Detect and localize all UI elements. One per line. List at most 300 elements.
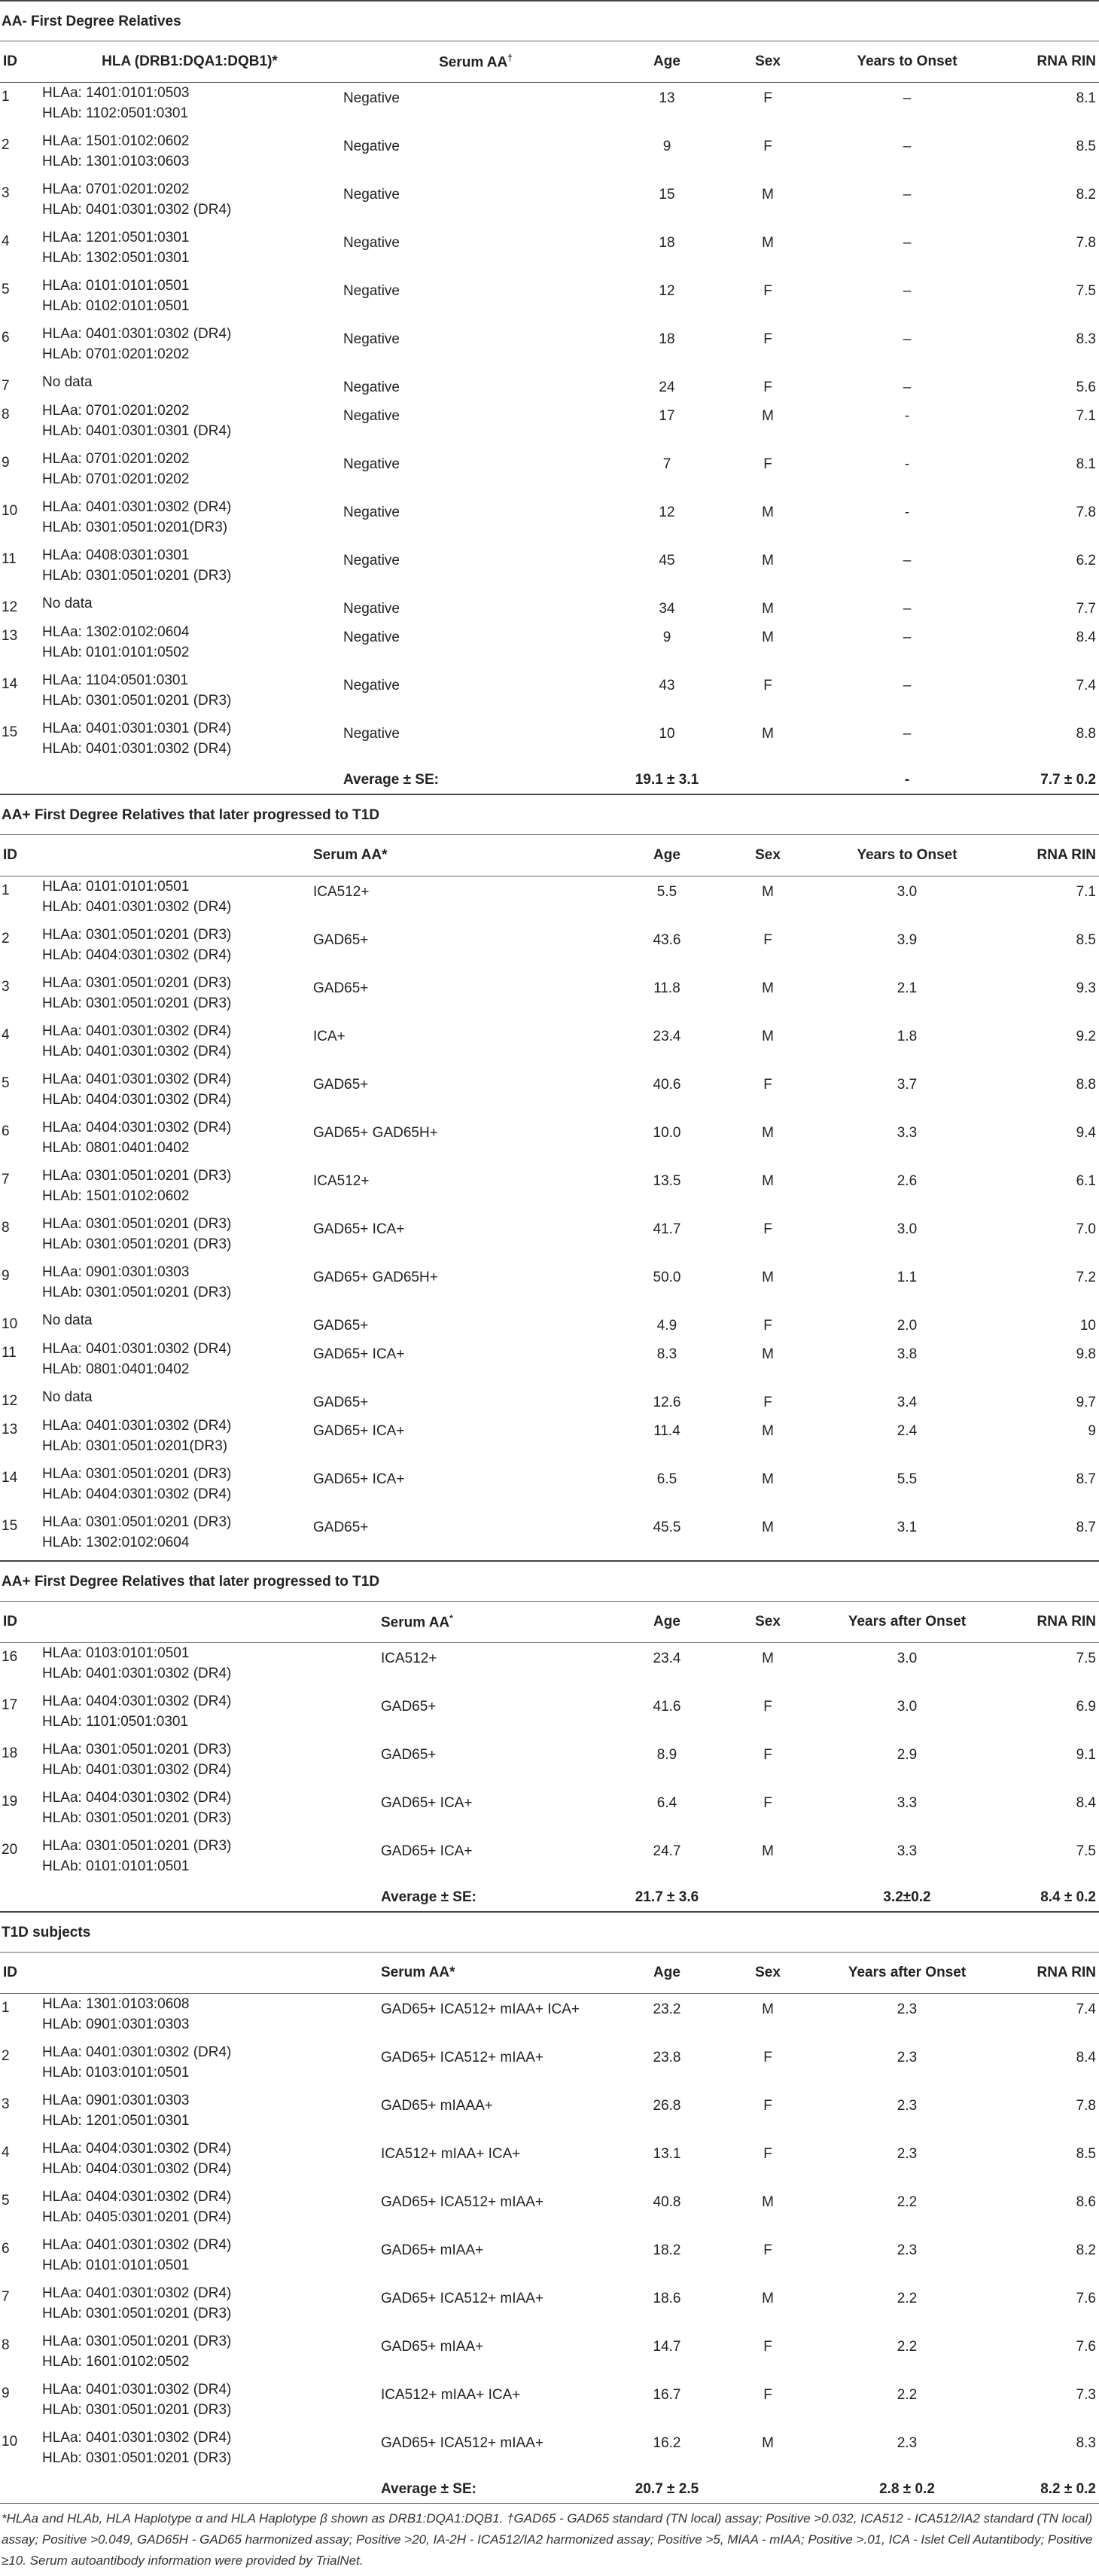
cell-serum-aa: Negative — [343, 408, 400, 424]
table-row — [0, 401, 1099, 449]
hla-a: HLAa: 0301:0501:0201 (DR3) — [42, 1742, 232, 1757]
cell-years: 2.3 — [897, 2435, 918, 2451]
cell-sex: M — [762, 601, 774, 617]
cell-id: 15 — [2, 724, 18, 740]
cell-years: 2.2 — [897, 2339, 918, 2355]
cell-serum-aa: ICA512+ — [313, 1173, 370, 1189]
cell-rna-rin: 7.6 — [1076, 2339, 1096, 2355]
cell-years: – — [903, 726, 912, 742]
hla-b: HLAb: 0401:0301:0302 (DR4) — [42, 202, 232, 218]
cell-hla — [39, 179, 340, 227]
section-title: AA- First Degree Relatives — [0, 0, 1099, 41]
cell-hla — [39, 1262, 310, 1310]
section-title: AA+ First Degree Relatives that later progressed to T1D — [0, 794, 1099, 834]
cell-age: 18 — [659, 331, 675, 347]
table-row — [0, 718, 1099, 767]
hla-a: No data — [42, 1312, 93, 1328]
cell-hla — [39, 372, 340, 401]
section-aa-negative — [0, 0, 1099, 794]
cell-hla — [39, 2428, 378, 2476]
header-id: ID — [0, 835, 39, 876]
cell-age: 45 — [659, 553, 675, 569]
cell-sex: F — [763, 2050, 772, 2065]
cell-hla — [39, 1166, 310, 1214]
cell-sex: M — [762, 980, 774, 996]
cell-age: 10.0 — [653, 1125, 681, 1141]
cell-years: 2.2 — [897, 2387, 918, 2403]
cell-rna-rin: 6.2 — [1076, 553, 1096, 569]
table-row — [0, 1339, 1099, 1387]
cell-age: 10 — [659, 726, 675, 742]
cell-sex: M — [762, 1471, 774, 1487]
cell-hla — [39, 876, 310, 925]
cell-years: 2.0 — [897, 1318, 918, 1334]
cell-rna-rin: 7.3 — [1076, 2387, 1096, 2403]
cell-rna-rin: 7.8 — [1076, 505, 1096, 520]
hla-b: HLAb: 0401:0301:0301 (DR4) — [42, 423, 232, 439]
table-row — [0, 276, 1099, 324]
cell-years: 2.2 — [897, 2291, 918, 2306]
table-row — [0, 372, 1099, 401]
hla-b: HLAb: 0401:0301:0302 (DR4) — [42, 741, 232, 757]
cell-id: 14 — [2, 676, 18, 692]
cell-hla — [39, 2042, 378, 2090]
hla-b: HLAb: 0401:0301:0302 (DR4) — [42, 1044, 232, 1059]
header-sex: Sex — [723, 41, 813, 83]
cell-rna-rin: 8.4 — [1076, 2050, 1096, 2065]
cell-years: – — [903, 90, 912, 106]
cell-id: 4 — [2, 1027, 10, 1043]
cell-years: 3.9 — [897, 932, 918, 948]
hla-a: HLAa: 0401:0301:0301 (DR4) — [42, 721, 232, 736]
cell-serum-aa: GAD65+ ICA512+ mIAA+ ICA+ — [381, 2001, 580, 2017]
cell-hla — [39, 1416, 310, 1464]
cell-sex: F — [763, 1699, 772, 1715]
cell-serum-aa: GAD65+ — [313, 980, 369, 996]
cell-age: 23.4 — [653, 1029, 681, 1044]
hla-b: HLAb: 0301:0501:0201 (DR3) — [42, 693, 232, 709]
cell-sex: F — [763, 1077, 772, 1093]
header-sex: Sex — [723, 1953, 813, 1994]
header-hla-blank — [39, 1602, 378, 1643]
average-age: 21.7 ± 3.6 — [635, 1889, 699, 1905]
cell-years: 3.0 — [897, 1699, 918, 1715]
cell-age: 18.2 — [653, 2242, 681, 2258]
hla-a: HLAa: 0901:0301:0303 — [42, 2093, 190, 2108]
hla-a: HLAa: 0103:0101:0501 — [42, 1645, 190, 1661]
table-row — [0, 1739, 1099, 1788]
table-row — [0, 622, 1099, 670]
cell-sex: F — [763, 1795, 772, 1811]
hla-b: HLAb: 1201:0501:0301 — [42, 2113, 190, 2129]
cell-years: - — [904, 408, 910, 424]
hla-b: HLAb: 0404:0301:0302 (DR4) — [42, 2161, 232, 2177]
hla-b: HLAb: 0101:0101:0501 — [42, 1858, 190, 1874]
cell-id: 7 — [2, 378, 10, 394]
cell-rna-rin: 5.6 — [1076, 380, 1096, 395]
cell-hla — [39, 2235, 378, 2283]
cell-serum-aa: GAD65+ GAD65H+ — [313, 1270, 438, 1285]
cell-serum-aa: GAD65+ — [313, 932, 369, 948]
cell-years: 3.0 — [897, 1221, 918, 1237]
hla-b: HLAb: 0701:0201:0202 — [42, 346, 190, 362]
cell-hla — [39, 1117, 310, 1166]
cell-rna-rin: 7.5 — [1076, 1843, 1096, 1859]
cell-years: 1.8 — [897, 1029, 918, 1044]
average-row — [0, 2476, 1099, 2503]
cell-years: – — [903, 553, 912, 569]
cell-age: 16.7 — [653, 2387, 681, 2403]
cell-hla — [39, 2331, 378, 2379]
cell-sex: M — [762, 630, 774, 645]
cell-age: 13.1 — [653, 2146, 681, 2162]
hla-a: HLAa: 0301:0501:0201 (DR3) — [42, 927, 232, 943]
table-row — [0, 2331, 1099, 2379]
cell-sex: M — [762, 1270, 774, 1285]
hla-b: HLAb: 0301:0501:0201 (DR3) — [42, 568, 232, 584]
table-row — [0, 497, 1099, 545]
header-serum-aa-mark: * — [449, 1612, 453, 1623]
cell-years: – — [903, 187, 912, 203]
average-age: 20.7 ± 2.5 — [635, 2481, 699, 2497]
cell-sex: F — [763, 1221, 772, 1237]
cell-hla — [39, 2090, 378, 2139]
section-t1d-subjects — [0, 1911, 1099, 2503]
hla-b: HLAb: 0301:0501:0201 (DR3) — [42, 1285, 232, 1300]
cell-hla — [39, 593, 340, 622]
table-row — [0, 1387, 1099, 1416]
cell-id: 8 — [2, 407, 10, 422]
cell-id: 16 — [2, 1649, 18, 1665]
hla-a: HLAa: 0701:0201:0202 — [42, 403, 190, 419]
hla-a: HLAa: 0401:0301:0302 (DR4) — [42, 1341, 232, 1357]
table-row — [0, 1214, 1099, 1262]
cell-sex: M — [762, 1173, 774, 1189]
hla-b: HLAb: 0103:0101:0501 — [42, 2065, 190, 2081]
header-serum-aa: Serum AA* — [310, 835, 611, 876]
header-age: Age — [611, 835, 723, 876]
table-row — [0, 670, 1099, 718]
hla-a: No data — [42, 374, 93, 390]
table-row — [0, 1117, 1099, 1166]
table-row — [0, 973, 1099, 1021]
hla-b: HLAb: 1102:0501:0301 — [42, 105, 189, 121]
cell-years: 3.3 — [897, 1125, 918, 1141]
cell-hla — [39, 1214, 310, 1262]
cell-age: 45.5 — [653, 1520, 681, 1535]
cell-age: 7 — [662, 456, 671, 472]
cell-rna-rin: 8.4 — [1076, 630, 1096, 645]
hla-a: HLAa: 0901:0301:0303 — [42, 1264, 190, 1280]
cell-age: 23.4 — [653, 1651, 681, 1666]
cell-sex: F — [763, 2387, 772, 2403]
cell-sex: M — [762, 1651, 774, 1666]
cell-sex: F — [763, 2146, 772, 2162]
hla-a: HLAa: 0701:0201:0202 — [42, 451, 190, 467]
cell-id: 9 — [2, 1268, 10, 1284]
cell-serum-aa: GAD65+ ICA512+ mIAA+ — [381, 2194, 543, 2210]
cell-age: 6.4 — [656, 1795, 677, 1811]
hla-b: HLAb: 0801:0401:0402 — [42, 1140, 190, 1156]
cell-id: 2 — [2, 931, 10, 947]
cell-years: 3.3 — [897, 1843, 918, 1859]
cell-rna-rin: 7.6 — [1076, 2291, 1096, 2306]
cell-rna-rin: 8.1 — [1076, 90, 1096, 106]
section-title: AA+ First Degree Relatives that later progressed to T1D — [0, 1560, 1099, 1601]
cell-years: – — [903, 283, 912, 299]
cell-rna-rin: 9.4 — [1076, 1125, 1096, 1141]
table-row — [0, 2090, 1099, 2139]
hla-a: No data — [42, 1389, 93, 1405]
hla-a: HLAa: 0401:0301:0302 (DR4) — [42, 499, 232, 515]
cell-serum-aa: GAD65+ — [313, 1318, 369, 1334]
hla-b: HLAb: 0901:0301:0303 — [42, 2017, 190, 2032]
cell-age: 40.6 — [653, 1077, 681, 1093]
cell-age: 43.6 — [653, 932, 681, 948]
cell-serum-aa: GAD65+ ICA+ — [381, 1795, 473, 1811]
cell-id: 4 — [2, 233, 10, 249]
cell-hla — [39, 83, 340, 132]
hla-a: HLAa: 0101:0101:0501 — [42, 879, 190, 895]
cell-years: 2.1 — [897, 980, 918, 996]
cell-id: 4 — [2, 2145, 10, 2160]
cell-serum-aa: Negative — [343, 331, 400, 347]
hla-b: HLAb: 0301:0501:0201(DR3) — [42, 520, 228, 535]
table-body — [0, 876, 1099, 1561]
cell-rna-rin: 9.2 — [1076, 1029, 1096, 1044]
table-row — [0, 2379, 1099, 2428]
cell-age: 8.9 — [656, 1747, 677, 1763]
cell-age: 11.8 — [653, 980, 680, 996]
cell-sex: M — [762, 1029, 774, 1044]
header-id: ID — [0, 41, 39, 83]
cell-serum-aa: GAD65+ ICA+ — [381, 1843, 473, 1859]
cell-id: 10 — [2, 2434, 18, 2449]
cell-years: 5.5 — [897, 1471, 918, 1487]
cell-sex: M — [762, 408, 774, 424]
average-years: - — [904, 772, 910, 788]
cell-years: 2.3 — [897, 2146, 918, 2162]
hla-b: HLAb: 1302:0102:0604 — [42, 1535, 190, 1550]
hla-b: HLAb: 0301:0501:0201(DR3) — [42, 1438, 228, 1454]
cell-rna-rin: 8.3 — [1076, 331, 1096, 347]
cell-id: 11 — [2, 551, 17, 567]
hla-a: HLAa: 0404:0301:0302 (DR4) — [42, 2141, 232, 2157]
table-row — [0, 1416, 1099, 1464]
cell-serum-aa: Negative — [343, 456, 400, 472]
cell-hla — [39, 973, 310, 1021]
cell-rna-rin: 8.2 — [1076, 187, 1096, 203]
cell-serum-aa: GAD65+ — [313, 1077, 369, 1093]
cell-hla — [39, 1512, 310, 1560]
average-body — [0, 1884, 1099, 1911]
table-row — [0, 1166, 1099, 1214]
cell-sex: F — [763, 678, 772, 694]
cell-id: 2 — [2, 2048, 10, 2064]
table-row — [0, 925, 1099, 973]
header-rna-rin: RNA RIN — [1001, 41, 1099, 83]
cell-hla — [39, 1387, 310, 1416]
cell-serum-aa: ICA512+ mIAA+ ICA+ — [381, 2387, 521, 2403]
cell-age: 18 — [659, 235, 675, 251]
cell-years: 3.7 — [897, 1077, 918, 1093]
table-row — [0, 449, 1099, 497]
cell-id: 6 — [2, 330, 10, 346]
cell-id: 2 — [2, 137, 10, 153]
cell-serum-aa: GAD65+ mIAAA+ — [381, 2098, 493, 2114]
hla-a: HLAa: 0301:0501:0201 (DR3) — [42, 1514, 232, 1530]
cell-id: 6 — [2, 2241, 10, 2257]
cell-age: 12.6 — [653, 1395, 681, 1410]
cell-serum-aa: GAD65+ ICA512+ mIAA+ — [381, 2291, 543, 2306]
cell-id: 10 — [2, 1316, 18, 1332]
cell-serum-aa: GAD65+ ICA512+ mIAA+ — [381, 2435, 543, 2451]
average-label: Average ± SE: — [381, 2481, 476, 2497]
hla-a: HLAa: 0401:0301:0302 (DR4) — [42, 2044, 232, 2060]
cell-sex: F — [763, 2098, 772, 2114]
cell-years: 2.3 — [897, 2001, 918, 2017]
hla-a: HLAa: 0401:0301:0302 (DR4) — [42, 2237, 232, 2253]
table-row — [0, 1512, 1099, 1560]
hla-a: HLAa: 0401:0301:0302 (DR4) — [42, 1418, 232, 1434]
hla-b: HLAb: 0401:0301:0302 (DR4) — [42, 899, 232, 915]
cell-id: 1 — [2, 2000, 10, 2016]
table-row — [0, 1021, 1099, 1069]
cell-rna-rin: 7.4 — [1076, 2001, 1096, 2017]
cell-sex: F — [763, 380, 772, 395]
hla-a: HLAa: 1301:0103:0608 — [42, 1996, 190, 2012]
table-body — [0, 1994, 1099, 2477]
cell-hla — [39, 1643, 378, 1692]
cell-serum-aa: GAD65+ ICA512+ mIAA+ — [381, 2050, 543, 2065]
cell-sex: F — [763, 2339, 772, 2355]
section-aa-positive-progressed-after — [0, 1560, 1099, 1911]
cell-serum-aa: GAD65+ — [381, 1699, 437, 1715]
cell-serum-aa: Negative — [343, 235, 400, 251]
hla-a: HLAa: 0404:0301:0302 (DR4) — [42, 1120, 232, 1136]
hla-a: HLAa: 0404:0301:0302 (DR4) — [42, 2189, 232, 2205]
cell-age: 24 — [659, 380, 675, 395]
cell-sex: F — [763, 2242, 772, 2258]
cell-age: 34 — [659, 601, 675, 617]
hla-b: HLAb: 1101:0501:0301 — [42, 1714, 189, 1730]
hla-b: HLAb: 0701:0201:0202 — [42, 471, 190, 487]
cell-id: 10 — [2, 503, 18, 519]
hla-a: HLAa: 0404:0301:0302 (DR4) — [42, 1693, 232, 1709]
header-serum-aa: Serum AA* — [378, 1953, 611, 1994]
cell-serum-aa: ICA+ — [313, 1029, 346, 1044]
cell-id: 11 — [2, 1345, 17, 1361]
average-rin: 7.7 ± 0.2 — [1040, 772, 1096, 788]
hla-a: No data — [42, 596, 93, 611]
cell-hla — [39, 324, 340, 372]
cell-rna-rin: 8.5 — [1076, 932, 1096, 948]
hla-a: HLAa: 0101:0101:0501 — [42, 278, 190, 294]
hla-b: HLAb: 0301:0501:0201 (DR3) — [42, 2306, 232, 2321]
cell-id: 13 — [2, 628, 18, 644]
cell-years: - — [904, 456, 910, 472]
hla-b: HLAb: 0405:0301:0201 (DR4) — [42, 2209, 232, 2225]
header-row — [0, 1953, 1099, 1994]
cell-sex: M — [762, 1520, 774, 1535]
hla-a: HLAa: 0401:0301:0302 (DR4) — [42, 2285, 232, 2301]
table-row — [0, 1788, 1099, 1836]
hla-a: HLAa: 1104:0501:0301 — [42, 672, 189, 688]
average-years: 2.8 ± 0.2 — [879, 2481, 935, 2497]
cell-hla — [39, 1021, 310, 1069]
cell-years: – — [903, 235, 912, 251]
cell-sex: F — [763, 90, 772, 106]
cell-id: 17 — [2, 1697, 18, 1713]
cell-hla — [39, 670, 340, 718]
data-table — [0, 1952, 1099, 2503]
cell-years: 3.1 — [897, 1520, 918, 1535]
cell-serum-aa: Negative — [343, 139, 400, 154]
cell-rna-rin: 7.1 — [1076, 884, 1096, 900]
cell-sex: F — [763, 1747, 772, 1763]
header-years-after-onset: Years after Onset — [813, 1953, 1001, 1994]
cell-id: 7 — [2, 2289, 10, 2305]
average-age: 19.1 ± 3.1 — [635, 772, 699, 788]
table-row — [0, 2042, 1099, 2090]
average-row — [0, 767, 1099, 794]
hla-b: HLAb: 1601:0102:0502 — [42, 2354, 190, 2370]
hla-a: HLAa: 0301:0501:0201 (DR3) — [42, 2334, 232, 2349]
cell-years: 3.8 — [897, 1346, 918, 1362]
cell-age: 23.8 — [653, 2050, 681, 2065]
cell-years: 2.3 — [897, 2098, 918, 2114]
cell-years: – — [903, 139, 912, 154]
hla-a: HLAa: 0401:0301:0302 (DR4) — [42, 326, 232, 342]
cell-sex: M — [762, 2001, 774, 2017]
header-age: Age — [611, 1953, 723, 1994]
cell-age: 9 — [662, 630, 671, 645]
cell-age: 18.6 — [653, 2291, 681, 2306]
table-row — [0, 1994, 1099, 2043]
header-years-to-onset: Years to Onset — [813, 41, 1001, 83]
table-row — [0, 2283, 1099, 2331]
cell-sex: F — [763, 1395, 772, 1410]
cell-sex: F — [763, 1318, 772, 1334]
cell-serum-aa: Negative — [343, 726, 400, 742]
cell-rna-rin: 8.8 — [1076, 1077, 1096, 1093]
cell-serum-aa: Negative — [343, 90, 400, 106]
cell-sex: M — [762, 2291, 774, 2306]
cell-hla — [39, 2283, 378, 2331]
cell-serum-aa: GAD65+ mIAA+ — [381, 2339, 484, 2355]
cell-sex: F — [763, 331, 772, 347]
cell-sex: F — [763, 283, 772, 299]
average-body — [0, 2476, 1099, 2503]
hla-a: HLAa: 0301:0501:0201 (DR3) — [42, 975, 232, 991]
average-rin: 8.2 ± 0.2 — [1040, 2481, 1096, 2497]
cell-serum-aa: Negative — [343, 601, 400, 617]
hla-a: HLAa: 0301:0501:0201 (DR3) — [42, 1216, 232, 1232]
hla-a: HLAa: 0401:0301:0302 (DR4) — [42, 1072, 232, 1087]
cell-rna-rin: 9.7 — [1076, 1395, 1096, 1410]
cell-serum-aa: ICA512+ — [381, 1651, 437, 1666]
hla-b: HLAb: 0101:0101:0501 — [42, 2257, 190, 2273]
cell-id: 15 — [2, 1518, 18, 1534]
cell-age: 8.3 — [656, 1346, 677, 1362]
cell-years: 2.3 — [897, 2050, 918, 2065]
cell-age: 23.2 — [653, 2001, 681, 2017]
cell-id: 1 — [2, 89, 10, 105]
table-row — [0, 1836, 1099, 1884]
cell-age: 41.6 — [653, 1699, 681, 1715]
cell-age: 6.5 — [656, 1471, 677, 1487]
cell-rna-rin: 8.1 — [1076, 456, 1096, 472]
